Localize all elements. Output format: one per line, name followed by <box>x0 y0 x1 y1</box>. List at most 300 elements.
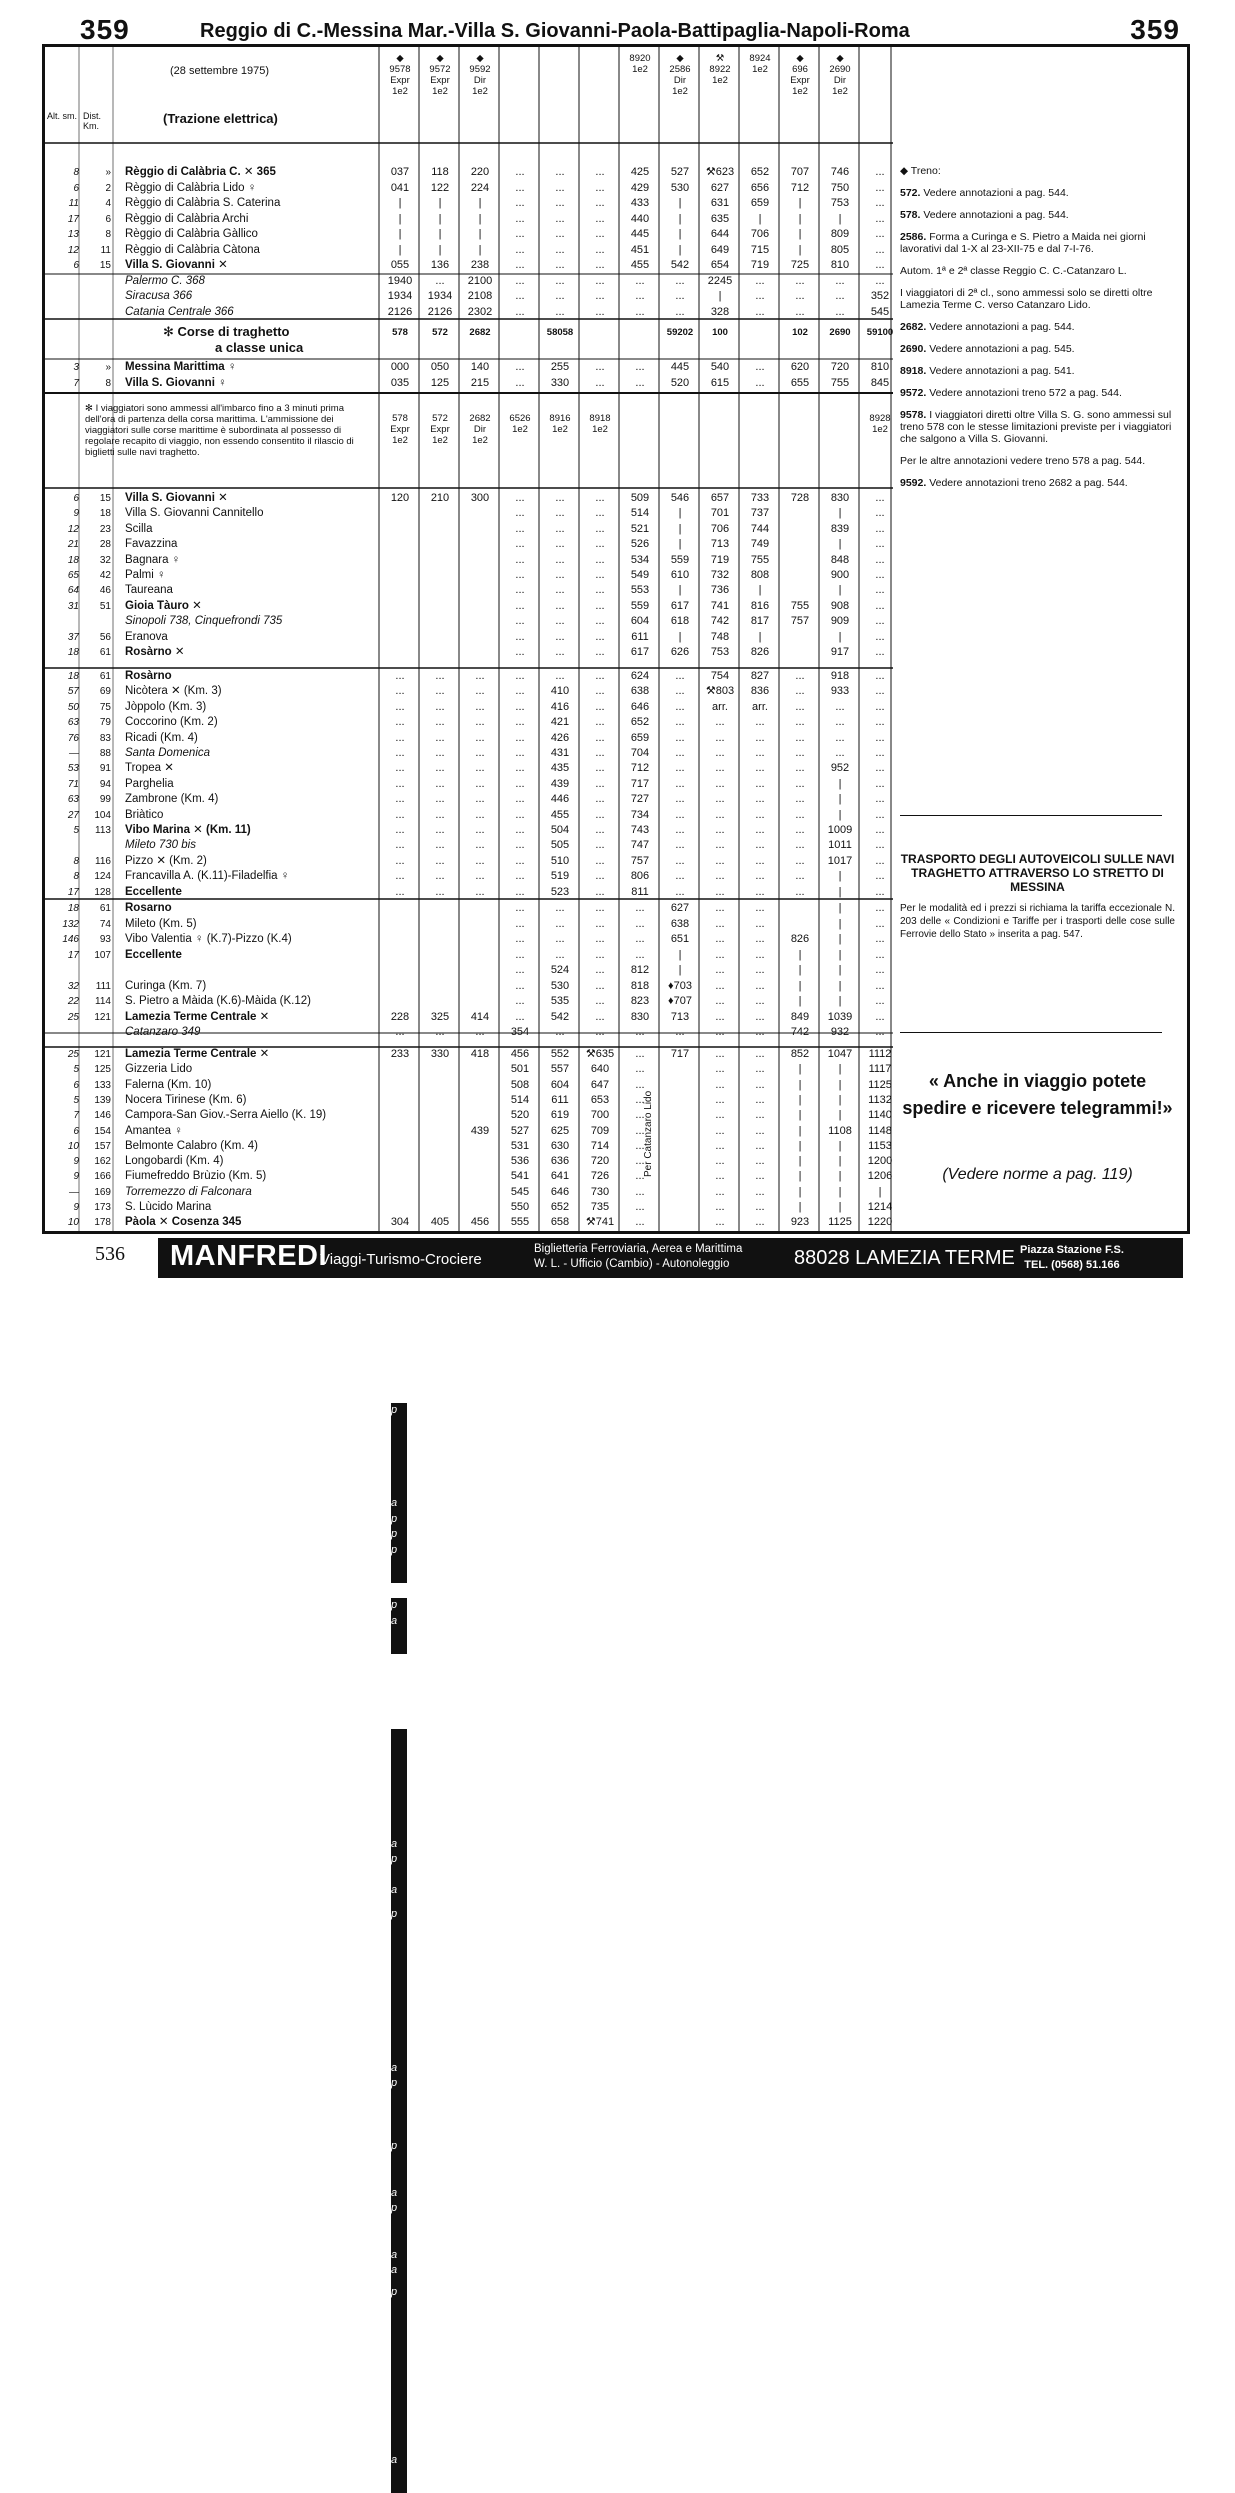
time-cell: ... <box>875 870 885 883</box>
time-cell: 1148 <box>868 1124 892 1137</box>
time-cell: ... <box>555 569 565 581</box>
time-cell: | <box>678 538 682 551</box>
time-cell: ... <box>555 243 565 256</box>
time-cell: 1125 <box>828 1216 852 1229</box>
note-item <box>900 455 1175 467</box>
train-category: Expr <box>430 75 450 86</box>
time-cell: 625 <box>550 1124 570 1137</box>
time-cell: arr. <box>752 700 768 713</box>
time-cell: | <box>678 197 682 209</box>
time-cell: ... <box>435 885 445 898</box>
time-cell: ... <box>875 808 885 821</box>
time-cell: 540 <box>710 361 730 373</box>
altitude: 31 <box>67 600 79 612</box>
time-cell: ... <box>715 747 725 759</box>
time-cell: ... <box>755 824 765 836</box>
time-cell: ... <box>755 1185 765 1198</box>
table-row <box>45 792 893 807</box>
time-cell: ... <box>635 361 645 373</box>
time-cell: ... <box>595 522 605 535</box>
distance-km: 69 <box>99 686 111 698</box>
train-column-header <box>661 53 699 97</box>
station-name: Villa S. Giovanni ♀ <box>125 376 227 389</box>
time-cell: ... <box>755 716 765 729</box>
station-name: Catanzaro 349 <box>125 1026 201 1038</box>
distance-km: 91 <box>99 763 111 775</box>
station-name: Lamezia Terme Centrale ✕ <box>125 1048 270 1060</box>
time-cell: | <box>838 1109 842 1122</box>
altitude: 8 <box>73 871 79 883</box>
time-cell: 737 <box>750 507 770 520</box>
time-cell: ... <box>635 1063 645 1076</box>
altitude: 65 <box>67 570 79 581</box>
time-cell: ... <box>595 854 605 867</box>
time-cell: ... <box>595 839 605 852</box>
time-cell: ... <box>515 197 525 209</box>
advert-city: 88028 LAMEZIA TERME <box>794 1247 1015 1269</box>
ferry-number: 572 <box>432 327 448 338</box>
time-cell: ... <box>875 584 885 597</box>
time-cell: 757 <box>630 854 650 867</box>
time-cell: 304 <box>390 1216 410 1229</box>
train-category: Expr <box>430 424 450 435</box>
time-cell: ... <box>515 670 525 682</box>
arr-dep-marker: a <box>391 2248 407 2288</box>
time-cell: | <box>718 290 722 302</box>
time-cell: 604 <box>550 1078 570 1091</box>
time-cell: ... <box>875 670 885 682</box>
time-cell: | <box>838 979 842 992</box>
altitude: 5 <box>73 1094 79 1106</box>
distance-km: 15 <box>99 260 111 271</box>
table-row <box>45 491 893 506</box>
time-cell: 035 <box>390 376 410 389</box>
time-cell: ... <box>555 646 565 658</box>
time-cell: 445 <box>670 361 690 373</box>
time-cell: ⚒741 <box>585 1216 615 1229</box>
table-row <box>45 715 893 730</box>
time-cell: 037 <box>390 166 410 178</box>
time-cell: ... <box>555 492 565 504</box>
time-cell: 1039 <box>827 1010 853 1023</box>
table-row <box>45 746 893 761</box>
time-cell: 2108 <box>467 290 493 302</box>
station-name: Favazzina <box>125 538 178 551</box>
time-cell: ... <box>595 615 605 628</box>
table-row <box>45 568 893 583</box>
time-cell: 220 <box>470 166 490 178</box>
arr-dep-marker: p <box>391 1527 407 1567</box>
time-cell: 545 <box>510 1185 530 1198</box>
time-cell: ... <box>595 777 605 790</box>
time-cell: ... <box>555 948 565 961</box>
time-cell: ... <box>555 933 565 945</box>
time-cell: ... <box>515 646 525 658</box>
time-cell: ... <box>875 538 885 551</box>
time-cell: | <box>438 197 442 209</box>
table-row <box>45 1124 893 1139</box>
table-row <box>45 917 893 932</box>
altitude: — <box>69 1186 79 1198</box>
time-cell: 1140 <box>868 1109 892 1122</box>
station-name: S. Lùcido Marina <box>125 1201 212 1213</box>
time-cell: ... <box>395 870 405 883</box>
arr-dep-marker: p <box>391 2201 407 2241</box>
time-cell: ... <box>475 808 485 821</box>
time-cell: ... <box>875 902 885 914</box>
distance-km: 121 <box>94 1011 111 1023</box>
station-name: Palermo C. 368 <box>125 274 205 287</box>
train-number: 2586 <box>669 64 691 75</box>
station-name: Belmonte Calabro (Km. 4) <box>125 1139 258 1152</box>
time-cell: ... <box>715 979 725 992</box>
time-cell: ... <box>515 979 525 992</box>
time-cell: ... <box>715 917 725 930</box>
time-cell: ... <box>515 917 525 930</box>
time-cell: 136 <box>430 259 450 271</box>
time-cell: ... <box>555 902 565 914</box>
time-cell: | <box>438 228 442 240</box>
time-cell: ... <box>595 700 605 713</box>
time-cell: ... <box>875 793 885 806</box>
altitude: 25 <box>67 1049 79 1060</box>
time-cell: 228 <box>390 1010 410 1023</box>
time-cell: 527 <box>510 1124 530 1137</box>
time-cell: | <box>438 212 442 225</box>
distance-km: 178 <box>94 1217 111 1229</box>
time-cell: ... <box>515 212 525 225</box>
time-cell: 830 <box>830 492 850 504</box>
time-cell: ... <box>595 808 605 821</box>
time-cell: ... <box>435 747 445 759</box>
table-row <box>45 630 893 645</box>
altitude: 5 <box>73 825 79 836</box>
ferry-number: 102 <box>792 327 808 338</box>
altitude: 132 <box>62 918 79 930</box>
time-cell: ... <box>395 670 405 682</box>
time-cell: ... <box>875 824 885 836</box>
time-cell: 646 <box>630 700 650 713</box>
time-cell: | <box>398 212 402 225</box>
time-cell: 559 <box>630 599 650 612</box>
time-cell: ... <box>755 793 765 806</box>
train-class: 1e2 <box>472 435 488 446</box>
time-cell: 1047 <box>827 1048 853 1060</box>
time-cell: 755 <box>750 553 770 566</box>
train-symbol: ◆ <box>476 53 484 64</box>
time-cell: ... <box>875 747 885 759</box>
time-cell: 641 <box>550 1170 570 1183</box>
train-symbol: ◆ <box>436 53 444 64</box>
time-cell: ... <box>875 492 885 504</box>
time-cell: ... <box>875 212 885 225</box>
arr-dep-marker: a <box>391 2186 407 2226</box>
table-row <box>45 684 893 699</box>
advert-brand: MANFREDI <box>170 1240 328 1272</box>
time-cell: ... <box>795 839 805 852</box>
train-symbol: ⚒ <box>715 53 725 64</box>
note-text: Vedere annotazioni treno 2682 a pag. 544. <box>929 477 1128 489</box>
time-cell: ... <box>515 166 525 178</box>
time-cell: 852 <box>790 1048 810 1060</box>
altitude: 64 <box>67 585 79 597</box>
altitude: 8 <box>73 167 79 178</box>
altitude: 9 <box>73 1156 79 1168</box>
time-cell: 701 <box>710 507 730 520</box>
distance-km: 11 <box>100 244 111 256</box>
distance-km: » <box>105 167 111 178</box>
distance-km: 18 <box>99 508 111 520</box>
station-name: Curinga (Km. 7) <box>125 979 207 992</box>
time-cell: ... <box>835 716 845 729</box>
time-cell: 917 <box>830 646 850 658</box>
time-cell: ... <box>715 1201 725 1213</box>
time-cell: 742 <box>790 1026 810 1038</box>
vehicle-transport-body: Per le modalità ed i prezzi si richiama la tariffa eccezionale N. 203 delle « Condizioni e Tariffe per i trasporti delle cose sulle Ferrovie dello Stato » inserita a pag. 547. <box>900 903 1175 940</box>
time-cell: | <box>798 1170 802 1183</box>
time-cell: ... <box>595 1026 605 1038</box>
time-cell: 730 <box>590 1185 610 1198</box>
time-cell: ... <box>555 181 565 194</box>
table-row <box>45 227 893 242</box>
time-cell: 508 <box>510 1078 530 1091</box>
time-cell: ⚒803 <box>705 685 735 698</box>
distance-km: 139 <box>94 1094 111 1106</box>
time-cell: 2302 <box>467 305 493 318</box>
time-cell: ... <box>675 777 685 790</box>
time-cell: 839 <box>830 522 850 535</box>
time-cell: 1112 <box>868 1048 892 1060</box>
train-class: 1e2 <box>552 424 568 435</box>
time-cell: ... <box>595 274 605 287</box>
altitude: 18 <box>67 671 79 682</box>
note-key: 9578. <box>900 409 927 421</box>
distance-km: 15 <box>99 493 111 504</box>
time-cell: ... <box>555 228 565 240</box>
time-cell: ... <box>595 376 605 389</box>
time-cell: | <box>838 964 842 976</box>
time-cell: ... <box>555 917 565 930</box>
time-cell: ... <box>595 793 605 806</box>
time-cell: ... <box>475 747 485 759</box>
time-cell: 631 <box>710 197 730 209</box>
time-cell: | <box>798 1078 802 1091</box>
time-cell: 1214 <box>867 1201 893 1213</box>
time-cell: 521 <box>630 522 650 535</box>
time-cell: ... <box>755 290 765 302</box>
altitude: 71 <box>67 778 79 790</box>
time-cell: ... <box>635 274 645 287</box>
train-class: 1e2 <box>752 64 768 75</box>
time-cell: 933 <box>830 685 850 698</box>
time-cell: ... <box>555 670 565 682</box>
route-title: Reggio di C.-Messina Mar.-Villa S. Giovanni-Paola-Battipaglia-Napoli-Roma <box>200 20 910 42</box>
time-cell: 706 <box>750 228 770 240</box>
time-cell: 635 <box>710 212 730 225</box>
altitude: 9 <box>73 1171 79 1183</box>
time-cell: ... <box>515 522 525 535</box>
time-cell: ... <box>795 290 805 302</box>
time-cell: ... <box>755 979 765 992</box>
time-cell: ... <box>715 1093 725 1106</box>
time-cell: 456 <box>470 1216 490 1229</box>
time-cell: ... <box>595 553 605 566</box>
time-cell: ... <box>515 538 525 551</box>
station-name: Siracusa 366 <box>125 290 193 302</box>
time-cell: ... <box>475 854 485 867</box>
time-cell: | <box>798 1155 802 1168</box>
train-number: 696 <box>792 64 808 75</box>
time-cell: 534 <box>630 553 650 566</box>
time-cell: 1206 <box>867 1170 893 1183</box>
time-cell: | <box>838 212 842 225</box>
time-cell: 734 <box>630 808 650 821</box>
train-column-header <box>821 53 859 97</box>
time-cell: ... <box>755 885 765 898</box>
distance-km: 8 <box>105 229 111 240</box>
time-cell: ... <box>555 630 565 643</box>
time-cell: ... <box>835 274 845 287</box>
station-name: Rosàrno <box>125 670 172 682</box>
time-cell: ... <box>875 885 885 898</box>
time-cell: 122 <box>430 181 450 194</box>
time-cell: | <box>838 1139 842 1152</box>
train-column-header <box>621 53 659 75</box>
time-cell: 1011 <box>828 839 852 852</box>
time-cell: 636 <box>550 1155 570 1168</box>
time-cell: ... <box>435 670 445 682</box>
time-cell: | <box>838 995 842 1007</box>
time-cell: ... <box>595 361 605 373</box>
time-cell: ... <box>595 538 605 551</box>
time-cell: | <box>838 538 842 551</box>
time-cell: ... <box>515 630 525 643</box>
time-cell: ... <box>515 948 525 961</box>
note-text: Vedere annotazioni a pag. 544. <box>923 187 1069 199</box>
distance-km: 125 <box>94 1064 111 1076</box>
time-cell: 836 <box>750 685 770 698</box>
time-cell: 617 <box>630 646 650 658</box>
table-row <box>45 1154 893 1169</box>
time-cell: 754 <box>710 670 730 682</box>
time-cell: 715 <box>750 243 770 256</box>
time-cell: 604 <box>630 615 650 628</box>
distance-km: 46 <box>99 585 111 597</box>
table-number-right: 359 <box>1130 14 1180 45</box>
time-cell: ... <box>595 646 605 658</box>
table-row <box>45 1093 893 1108</box>
altitude: 50 <box>67 701 79 713</box>
time-cell: 501 <box>510 1063 530 1076</box>
time-cell: | <box>838 1155 842 1168</box>
time-cell: 659 <box>750 197 770 209</box>
time-cell: | <box>838 793 842 806</box>
time-cell: | <box>678 964 682 976</box>
distance-km: 154 <box>94 1125 111 1137</box>
time-cell: ... <box>715 1109 725 1122</box>
time-cell: 748 <box>710 630 730 643</box>
time-cell: 830 <box>630 1010 650 1023</box>
time-cell: ... <box>515 584 525 597</box>
train-column-header <box>781 53 819 97</box>
time-cell: ... <box>515 747 525 759</box>
time-cell: ... <box>515 762 525 775</box>
station-name: Coccorino (Km. 2) <box>125 716 218 729</box>
time-cell: ... <box>795 824 805 836</box>
note-text: Forma a Curinga e S. Pietro a Maida nei giorni lavorativi dal 1-X al 23-XII-75 e dal 7-I-76. <box>900 231 1146 255</box>
station-name: Règgio di Calàbria Càtona <box>125 243 260 256</box>
train-column-header <box>461 53 499 97</box>
note-key: 2586. <box>900 231 927 243</box>
time-cell: ... <box>755 731 765 744</box>
time-cell: ... <box>555 274 565 287</box>
altitude: 13 <box>67 229 79 240</box>
time-cell: ... <box>715 808 725 821</box>
time-cell: ... <box>715 948 725 961</box>
time-cell: ... <box>395 685 405 698</box>
time-cell: 719 <box>750 259 770 271</box>
time-cell: 446 <box>550 793 570 806</box>
time-cell: ... <box>715 793 725 806</box>
time-cell: ... <box>715 824 725 836</box>
distance-km: 114 <box>95 996 111 1007</box>
time-cell: 652 <box>630 716 650 729</box>
table-row <box>45 979 893 994</box>
advert-services-line: Biglietteria Ferroviaria, Aerea e Marittima <box>534 1243 743 1255</box>
time-cell: ... <box>635 1078 645 1091</box>
time-cell: 619 <box>550 1109 570 1122</box>
time-cell: 527 <box>670 166 690 178</box>
altitude: 18 <box>67 554 79 566</box>
distance-km: 23 <box>99 523 111 535</box>
time-cell: ... <box>555 507 565 520</box>
time-cell: 425 <box>630 166 650 178</box>
train-category: Expr <box>390 75 410 86</box>
station-name: Zambrone (Km. 4) <box>125 793 219 806</box>
note-item <box>900 321 1175 333</box>
table-row <box>45 994 893 1009</box>
station-name: Vibo Valentia ♀ (K.7)-Pizzo (K.4) <box>125 933 292 945</box>
time-cell: ... <box>635 305 645 318</box>
time-cell: 405 <box>430 1216 450 1229</box>
time-cell: ... <box>475 793 485 806</box>
time-cell: | <box>678 228 682 240</box>
time-cell: | <box>798 1109 802 1122</box>
altitude: 9 <box>73 508 79 520</box>
station-name: Règgio di Calàbria C. ✕ 365 <box>125 166 276 178</box>
time-cell: ... <box>555 259 565 271</box>
altitude: 5 <box>73 1064 79 1076</box>
time-cell: ... <box>595 305 605 318</box>
advert-address <box>1020 1243 1124 1273</box>
altitude: 25 <box>67 1011 79 1023</box>
time-cell: 431 <box>550 747 570 759</box>
time-cell: 757 <box>790 615 810 628</box>
time-cell: ... <box>435 762 445 775</box>
time-cell: 509 <box>630 492 650 504</box>
ferry-number: 2682 <box>469 327 491 338</box>
time-cell: ... <box>755 995 765 1007</box>
time-cell: 611 <box>631 630 649 643</box>
time-cell: ... <box>515 716 525 729</box>
train-number: 2682 <box>469 413 491 424</box>
altitude: 8 <box>73 855 79 867</box>
time-cell: 2126 <box>387 305 413 318</box>
time-cell: ... <box>875 762 885 775</box>
train-class: 1e2 <box>632 64 648 75</box>
station-name: Mileto 730 bis <box>125 839 196 852</box>
divider <box>900 1032 1162 1033</box>
